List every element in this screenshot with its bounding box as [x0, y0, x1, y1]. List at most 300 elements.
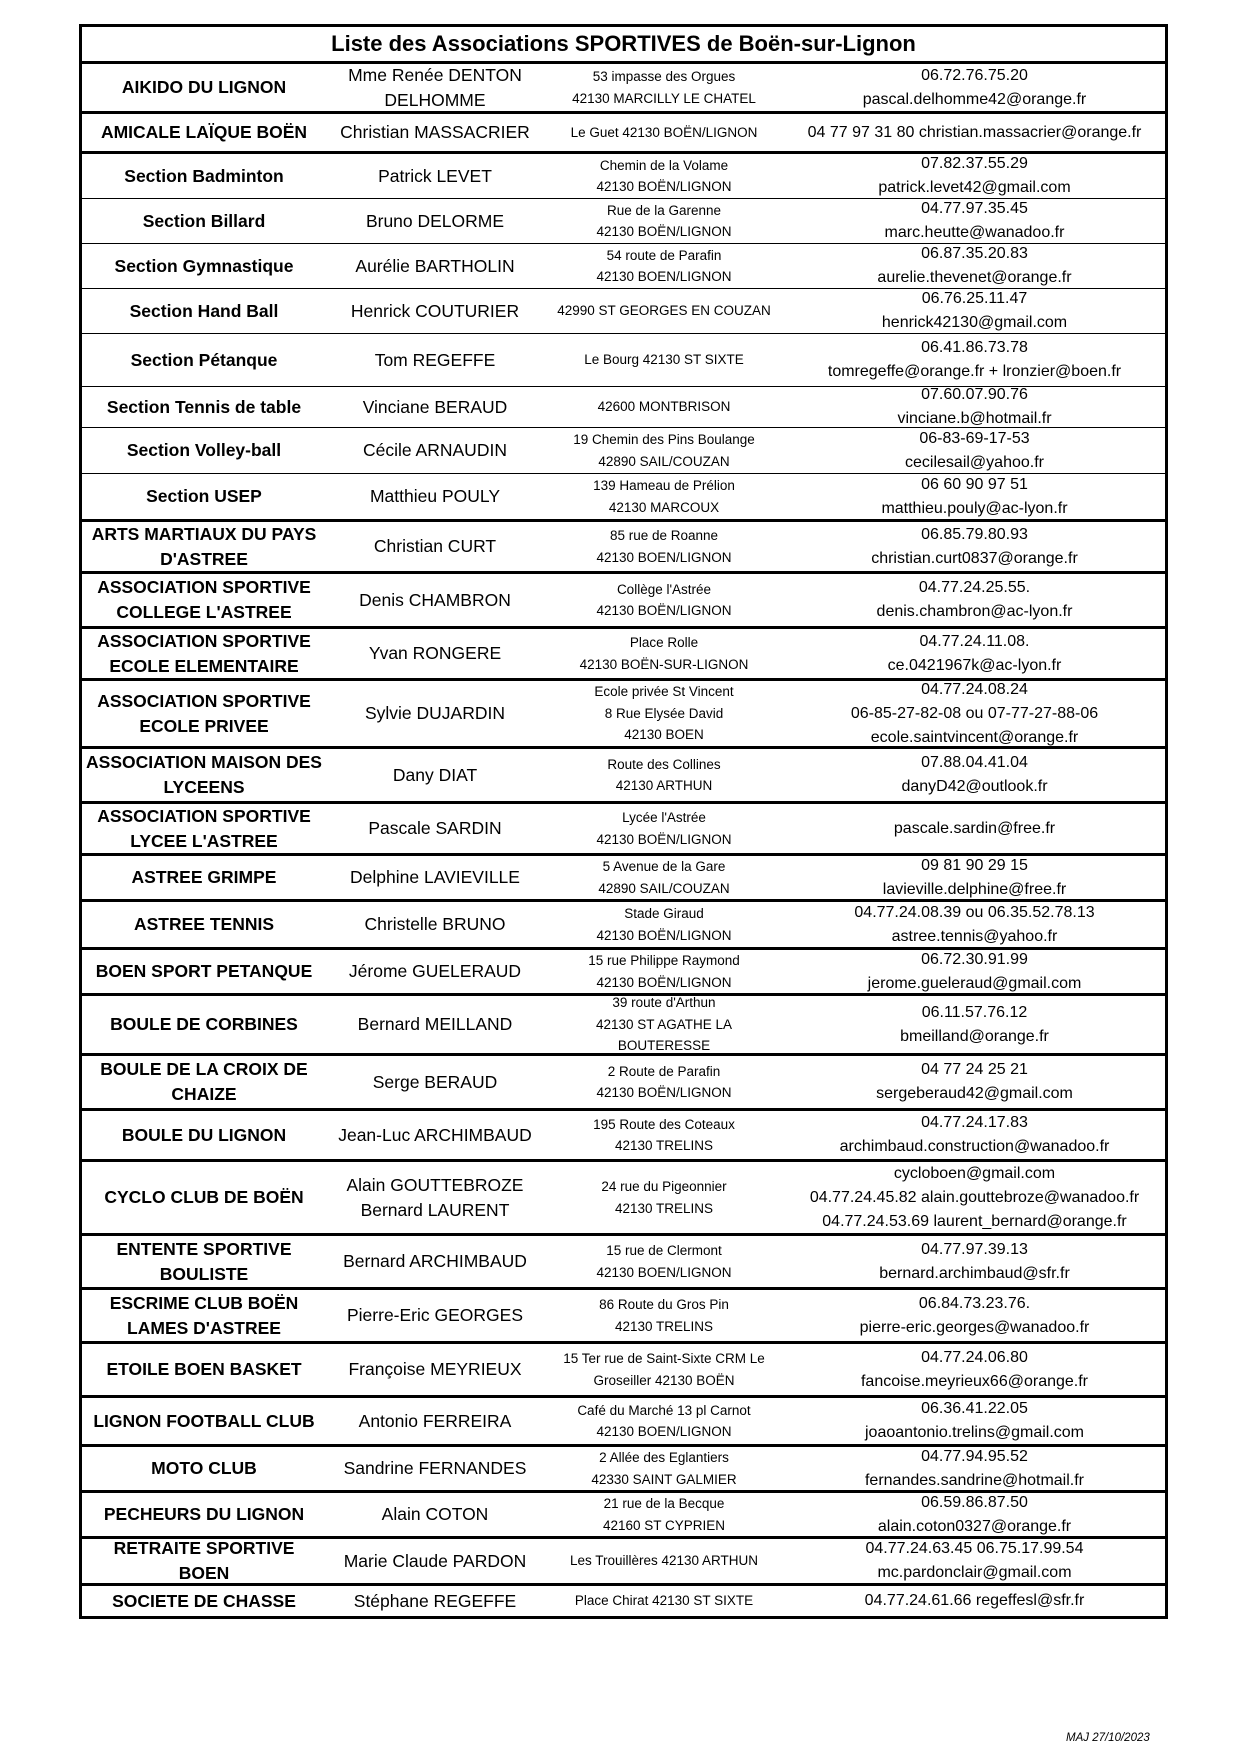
- president-name-cell: [326, 1447, 544, 1490]
- address-line: 42890 SAIL/COUZAN: [598, 453, 730, 469]
- contact-line: 06.11.57.76.12: [921, 1003, 1028, 1021]
- address-line: Café du Marché 13 pl Carnot: [577, 1402, 751, 1418]
- president-name-line: DELHOMME: [384, 89, 486, 110]
- address-cell: [544, 1056, 784, 1108]
- address-line: 42130 BOËN/LIGNON: [596, 224, 732, 239]
- association-name-cell: [82, 1056, 326, 1108]
- president-name-line: Tom REGEFFE: [374, 349, 496, 370]
- contact-line: 04.77.24.61.66 regeffesl@sfr.fr: [864, 1592, 1085, 1609]
- address-line: 42130 ST AGATHE LA: [595, 1016, 733, 1032]
- address-cell: [544, 1111, 784, 1159]
- contact-line: cecilesail@yahoo.fr: [905, 453, 1044, 471]
- table-row: [82, 629, 1165, 681]
- contact-cell: [784, 681, 1165, 746]
- address-line: 15 rue de Clermont: [606, 1243, 722, 1258]
- association-name-cell: [82, 681, 326, 746]
- address-line: 42130 BOEN/LIGNON: [596, 1424, 732, 1439]
- association-name-line: ASSOCIATION SPORTIVE: [97, 630, 311, 651]
- address-cell: [544, 996, 784, 1053]
- president-name-line: Matthieu POULY: [369, 486, 500, 506]
- address-cell: [544, 387, 784, 427]
- address-cell: [544, 1447, 784, 1490]
- president-name-cell: [326, 804, 544, 853]
- table-row: [82, 950, 1165, 996]
- association-name-line: ETOILE BOEN BASKET: [106, 1359, 302, 1379]
- president-name-line: Françoise MEYRIEUX: [348, 1359, 522, 1379]
- contact-line: 06.72.30.91.99: [921, 950, 1028, 968]
- president-name-cell: [326, 996, 544, 1053]
- president-name-line: Bernard ARCHIMBAUD: [343, 1251, 527, 1271]
- contact-cell: [784, 1493, 1165, 1536]
- address-line: 42130 BOËN/LIGNON: [596, 831, 732, 847]
- contact-line: alain.coton0327@orange.fr: [877, 1517, 1072, 1535]
- address-line: 2 Allée des Eglantiers: [599, 1450, 729, 1465]
- association-name-line: Section Pétanque: [130, 349, 278, 370]
- association-name-cell: [82, 1398, 326, 1444]
- table-row: [82, 289, 1165, 334]
- association-name-line: AMICALE LAÏQUE BOËN: [100, 122, 308, 142]
- association-name-cell: [82, 428, 326, 473]
- address-cell: [544, 1586, 784, 1616]
- contact-cell: [784, 428, 1165, 473]
- contact-cell: [784, 856, 1165, 899]
- contact-line: denis.chambron@ac-lyon.fr: [876, 603, 1073, 620]
- president-name-cell: [326, 474, 544, 519]
- contact-cell: [784, 522, 1165, 571]
- address-cell: [544, 522, 784, 571]
- association-name-line: COLLEGE L'ASTREE: [116, 602, 292, 622]
- contact-cell: [784, 387, 1165, 427]
- address-cell: [544, 1398, 784, 1444]
- address-line: 42160 ST CYPRIEN: [602, 1517, 726, 1533]
- address-line: 42130 TRELINS: [614, 1318, 714, 1334]
- association-name-line: MOTO CLUB: [151, 1458, 257, 1478]
- contact-line: bernard.archimbaud@sfr.fr: [879, 1264, 1070, 1282]
- associations-table: [79, 24, 1168, 1619]
- contact-line: 04.77.24.11.08.: [919, 632, 1030, 650]
- contact-line: 06 60 90 97 51: [921, 475, 1028, 493]
- address-line: 42130 TRELINS: [614, 1138, 714, 1153]
- president-name-line: Bernard LAURENT: [360, 1199, 510, 1220]
- update-date: MAJ 27/10/2023: [1066, 1732, 1150, 1744]
- association-name-line: CHAIZE: [171, 1084, 237, 1104]
- address-line: Stade Giraud: [624, 906, 704, 921]
- association-name-cell: [82, 1290, 326, 1341]
- president-name-line: Alain COTON: [381, 1504, 489, 1524]
- table-row: [82, 1056, 1165, 1111]
- address-line: 85 rue de Roanne: [609, 528, 719, 543]
- president-name-cell: [326, 1111, 544, 1159]
- address-line: Le Bourg 42130 ST SIXTE: [584, 352, 744, 368]
- contact-line: henrick42130@gmail.com: [881, 314, 1068, 331]
- contact-line: vinciane.b@hotmail.fr: [897, 410, 1052, 427]
- association-name-line: Section Hand Ball: [129, 300, 279, 321]
- contact-cell: [784, 1236, 1165, 1287]
- contact-cell: [784, 1290, 1165, 1341]
- table-row: [82, 428, 1165, 474]
- president-name-cell: [326, 334, 544, 386]
- association-name-line: ASSOCIATION SPORTIVE: [97, 690, 311, 711]
- table-row: [82, 1493, 1165, 1539]
- association-name-line: BOULE DE CORBINES: [110, 1014, 298, 1034]
- contact-line: 04.77.24.25.55.: [918, 579, 1031, 596]
- address-line: 42130 BOËN/LIGNON: [596, 1085, 732, 1100]
- president-name-line: Mme Renée DENTON: [348, 64, 522, 85]
- president-name-line: Antonio FERREIRA: [358, 1410, 512, 1431]
- address-cell: [544, 950, 784, 993]
- address-line: Chemin de la Volame: [599, 157, 729, 173]
- contact-line: 06.76.25.11.47: [921, 290, 1028, 307]
- address-cell: [544, 629, 784, 678]
- president-name-cell: [326, 522, 544, 571]
- association-name-cell: [82, 244, 326, 288]
- president-name-cell: [326, 387, 544, 427]
- contact-cell: [784, 902, 1165, 947]
- association-name-line: Section Volley-ball: [126, 440, 282, 460]
- contact-cell: [784, 749, 1165, 801]
- contact-line: 04.77.24.17.83: [921, 1114, 1028, 1131]
- contact-cell: [784, 1398, 1165, 1444]
- association-name-cell: [82, 199, 326, 243]
- address-line: Place Rolle: [629, 635, 699, 650]
- address-line: Les Trouillères 42130 ARTHUN: [569, 1553, 759, 1569]
- association-name-cell: [82, 474, 326, 519]
- address-line: 39 route d'Arthun: [612, 996, 716, 1011]
- association-name-line: LYCEENS: [163, 777, 245, 797]
- association-name-cell: [82, 387, 326, 427]
- contact-cell: [784, 1344, 1165, 1395]
- address-line: Le Guet 42130 BOËN/LIGNON: [570, 124, 758, 140]
- address-cell: [544, 428, 784, 473]
- table-row: [82, 996, 1165, 1056]
- president-name-cell: [326, 199, 544, 243]
- contact-line: 06.85.79.80.93: [921, 525, 1028, 543]
- address-line: 8 Rue Elysée David: [604, 705, 724, 721]
- address-line: 24 rue du Pigeonnier: [601, 1179, 727, 1194]
- president-name-cell: [326, 1236, 544, 1287]
- table-row: [82, 1162, 1165, 1236]
- address-line: 42130 BOEN: [624, 727, 704, 743]
- contact-line: 07.60.07.90.76: [921, 387, 1028, 403]
- address-line: 19 Chemin des Pins Boulange: [573, 432, 755, 447]
- table-row: [82, 522, 1165, 574]
- contact-line: bmeilland@orange.fr: [900, 1027, 1049, 1045]
- association-name-cell: [82, 574, 326, 626]
- table-row: [82, 199, 1165, 244]
- association-name-cell: [82, 1493, 326, 1536]
- association-name-cell: [82, 114, 326, 151]
- president-name-line: Jean-Luc ARCHIMBAUD: [338, 1124, 532, 1145]
- address-line: Ecole privée St Vincent: [594, 684, 734, 700]
- president-name-line: Yvan RONGERE: [368, 643, 502, 663]
- contact-cell: [784, 199, 1165, 243]
- address-cell: [544, 1236, 784, 1287]
- address-line: Place Chirat 42130 ST SIXTE: [574, 1593, 754, 1609]
- association-name-line: AIKIDO DU LIGNON: [121, 77, 287, 97]
- association-name-cell: [82, 950, 326, 993]
- contact-line: 04.77.24.63.45 06.75.17.99.54: [865, 1540, 1084, 1557]
- contact-line: 06.59.86.87.50: [921, 1493, 1028, 1511]
- contact-line: matthieu.pouly@ac-lyon.fr: [881, 499, 1068, 517]
- association-name-line: ASTREE TENNIS: [133, 914, 275, 934]
- table-row: [82, 64, 1165, 114]
- contact-cell: [784, 474, 1165, 519]
- contact-line: 04.77.97.39.13: [921, 1240, 1028, 1258]
- association-name-cell: [82, 1236, 326, 1287]
- association-name-cell: [82, 334, 326, 386]
- contact-line: sergeberaud42@gmail.com: [876, 1085, 1073, 1102]
- address-cell: [544, 1493, 784, 1536]
- association-name-cell: [82, 1447, 326, 1490]
- president-name-cell: [326, 681, 544, 746]
- association-name-cell: [82, 289, 326, 333]
- address-line: 42330 SAINT GALMIER: [591, 1471, 737, 1487]
- president-name-line: Delphine LAVIEVILLE: [350, 867, 520, 887]
- contact-cell: [784, 1539, 1165, 1583]
- address-line: 42130 BOEN/LIGNON: [596, 269, 732, 284]
- president-name-cell: [326, 1344, 544, 1395]
- president-name-cell: [326, 856, 544, 899]
- association-name-line: ASSOCIATION SPORTIVE: [97, 577, 311, 597]
- address-line: Collège l'Astrée: [616, 581, 712, 597]
- association-name-cell: [82, 154, 326, 198]
- president-name-line: Dany DIAT: [392, 764, 478, 785]
- association-name-line: BOULISTE: [159, 1263, 249, 1284]
- association-name-cell: [82, 522, 326, 571]
- address-line: 42130 MARCOUX: [608, 499, 720, 515]
- table-row: [82, 474, 1165, 522]
- address-cell: [544, 1162, 784, 1233]
- president-name-line: Sandrine FERNANDES: [343, 1458, 527, 1478]
- table-title: Liste des Associations SPORTIVES de Boën-sur-Lignon: [82, 27, 1165, 64]
- table-row: [82, 1447, 1165, 1493]
- association-name-line: CYCLO CLUB DE BOËN: [104, 1187, 304, 1207]
- address-line: 5 Avenue de la Gare: [602, 859, 726, 874]
- table-row: [82, 574, 1165, 629]
- table-row: [82, 1290, 1165, 1344]
- address-cell: [544, 289, 784, 333]
- association-name-cell: [82, 1539, 326, 1583]
- contact-line: pascale.sardin@free.fr: [893, 819, 1056, 837]
- address-line: 21 rue de la Becque: [603, 1496, 725, 1511]
- address-cell: [544, 1539, 784, 1583]
- contact-line: 06.36.41.22.05: [921, 1400, 1028, 1417]
- address-line: 42130 BOEN/LIGNON: [596, 549, 732, 565]
- contact-line: christian.curt0837@orange.fr: [871, 549, 1078, 567]
- contact-line: 04 77 97 31 80 christian.massacrier@orange.fr: [807, 123, 1142, 141]
- address-line: 42130 BOËN/LIGNON: [596, 179, 732, 194]
- address-line: 42130 MARCILLY LE CHATEL: [572, 90, 756, 106]
- president-name-line: Alain GOUTTEBROZE: [346, 1174, 524, 1195]
- contact-line: mc.pardonclair@gmail.com: [877, 1564, 1072, 1581]
- president-name-line: Christian CURT: [373, 536, 497, 556]
- address-line: 53 impasse des Orgues: [592, 69, 736, 84]
- contact-line: 07.88.04.41.04: [921, 754, 1028, 771]
- association-name-cell: [82, 64, 326, 111]
- address-cell: [544, 334, 784, 386]
- president-name-line: Bruno DELORME: [365, 210, 505, 231]
- association-name-line: Section Gymnastique: [114, 255, 294, 276]
- association-name-line: ASSOCIATION SPORTIVE: [97, 805, 311, 826]
- contact-cell: [784, 1162, 1165, 1233]
- address-line: 42600 MONTBRISON: [597, 399, 731, 415]
- address-line: 2 Route de Parafin: [607, 1063, 721, 1079]
- contact-line: 07.82.37.55.29: [921, 155, 1028, 172]
- contact-line: fancoise.meyrieux66@orange.fr: [860, 1372, 1089, 1390]
- association-name-cell: [82, 1586, 326, 1616]
- contact-line: joaoantonio.trelins@gmail.com: [864, 1424, 1084, 1441]
- table-row: [82, 1398, 1165, 1447]
- contact-line: cycloboen@gmail.com: [893, 1164, 1056, 1182]
- address-line: Rue de la Garenne: [606, 202, 722, 218]
- address-line: 195 Route des Coteaux: [593, 1116, 735, 1132]
- president-name-cell: [326, 749, 544, 801]
- address-line: 139 Hameau de Prélion: [593, 478, 735, 493]
- contact-line: ce.0421967k@ac-lyon.fr: [887, 656, 1062, 674]
- address-line: 42130 TRELINS: [614, 1200, 714, 1216]
- address-line: 42130 BOËN-SUR-LIGNON: [579, 656, 749, 672]
- president-name-cell: [326, 574, 544, 626]
- address-line: 42130 BOËN/LIGNON: [596, 603, 732, 618]
- address-line: 15 rue Philippe Raymond: [588, 953, 740, 968]
- contact-line: pierre-eric.georges@wanadoo.fr: [859, 1318, 1090, 1336]
- president-name-cell: [326, 64, 544, 111]
- president-name-line: Serge BERAUD: [372, 1071, 498, 1092]
- table-row: [82, 1344, 1165, 1398]
- table-row: [82, 902, 1165, 950]
- table-row: [82, 681, 1165, 749]
- address-cell: [544, 804, 784, 853]
- address-line: 42130 BOËN/LIGNON: [596, 927, 732, 943]
- president-name-cell: [326, 244, 544, 288]
- contact-line: aurelie.thevenet@orange.fr: [877, 269, 1072, 286]
- contact-line: 06.41.86.73.78: [921, 339, 1028, 356]
- address-cell: [544, 902, 784, 947]
- address-cell: [544, 681, 784, 746]
- president-name-cell: [326, 1539, 544, 1583]
- contact-cell: [784, 1056, 1165, 1108]
- president-name-line: Stéphane REGEFFE: [353, 1590, 517, 1611]
- contact-line: marc.heutte@wanadoo.fr: [884, 224, 1065, 241]
- contact-cell: [784, 950, 1165, 993]
- contact-line: danyD42@outlook.fr: [901, 778, 1048, 795]
- president-name-cell: [326, 428, 544, 473]
- contact-line: fernandes.sandrine@hotmail.fr: [864, 1471, 1085, 1489]
- contact-line: 06-83-69-17-53: [919, 429, 1030, 447]
- table-row: [82, 856, 1165, 902]
- association-name-line: LAMES D'ASTREE: [127, 1317, 281, 1338]
- association-name-line: ENTENTE SPORTIVE: [116, 1238, 292, 1259]
- table-row: [82, 1586, 1165, 1619]
- table-row: [82, 1236, 1165, 1290]
- association-name-line: BOEN SPORT PETANQUE: [95, 961, 313, 981]
- contact-line: jerome.gueleraud@gmail.com: [867, 974, 1082, 992]
- address-cell: [544, 1290, 784, 1341]
- president-name-line: Vinciane BERAUD: [362, 396, 508, 417]
- president-name-cell: [326, 1398, 544, 1444]
- contact-cell: [784, 289, 1165, 333]
- association-name-line: LYCEE L'ASTREE: [130, 830, 278, 851]
- association-name-line: Section USEP: [146, 486, 262, 506]
- association-name-cell: [82, 1162, 326, 1233]
- table-row: [82, 114, 1165, 154]
- association-name-cell: [82, 1344, 326, 1395]
- association-name-line: ECOLE ELEMENTAIRE: [109, 655, 299, 676]
- address-line: Lycée l'Astrée: [622, 810, 706, 825]
- contact-cell: [784, 334, 1165, 386]
- president-name-line: Pierre-Eric GEORGES: [347, 1305, 523, 1325]
- address-cell: [544, 474, 784, 519]
- association-name-line: Section Billard: [142, 210, 266, 231]
- association-name-cell: [82, 902, 326, 947]
- president-name-line: Patrick LEVET: [378, 165, 492, 186]
- address-line: 42990 ST GEORGES EN COUZAN: [557, 303, 771, 319]
- contact-cell: [784, 154, 1165, 198]
- president-name-line: Bernard MEILLAND: [357, 1014, 513, 1034]
- contact-cell: [784, 1111, 1165, 1159]
- association-name-cell: [82, 996, 326, 1053]
- president-name-line: Henrick COUTURIER: [350, 300, 520, 321]
- table-row: [82, 387, 1165, 428]
- association-name-line: BOULE DE LA CROIX DE: [100, 1059, 308, 1079]
- president-name-cell: [326, 902, 544, 947]
- association-name-line: ASTREE GRIMPE: [131, 867, 277, 887]
- contact-line: 04.77.24.08.24: [921, 681, 1028, 698]
- president-name-cell: [326, 1290, 544, 1341]
- table-row: [82, 334, 1165, 387]
- association-name-line: ECOLE PRIVEE: [139, 715, 269, 736]
- contact-line: lavieville.delphine@free.fr: [882, 880, 1067, 898]
- president-name-cell: [326, 289, 544, 333]
- association-name-cell: [82, 1111, 326, 1159]
- address-line: 54 route de Parafin: [606, 247, 722, 263]
- address-line: BOUTERESSE: [617, 1038, 711, 1053]
- contact-cell: [784, 1447, 1165, 1490]
- table-row: [82, 1111, 1165, 1162]
- address-cell: [544, 199, 784, 243]
- address-line: Route des Collines: [607, 756, 721, 772]
- association-name-cell: [82, 749, 326, 801]
- contact-line: 06-85-27-82-08 ou 07-77-27-88-06: [850, 704, 1099, 722]
- association-name-line: BOULE DU LIGNON: [121, 1124, 287, 1145]
- president-name-line: Marie Claude PARDON: [343, 1550, 527, 1571]
- address-cell: [544, 749, 784, 801]
- association-name-cell: [82, 804, 326, 853]
- contact-line: 09 81 90 29 15: [921, 856, 1028, 874]
- address-line: 42130 BOEN/LIGNON: [596, 1264, 732, 1280]
- address-line: 42130 BOËN/LIGNON: [596, 974, 732, 990]
- contact-cell: [784, 629, 1165, 678]
- address-line: 42890 SAIL/COUZAN: [598, 880, 730, 896]
- president-name-line: Jérome GUELERAUD: [348, 961, 522, 981]
- contact-line: tomregeffe@orange.fr + lronzier@boen.fr: [827, 363, 1122, 380]
- association-name-line: Section Badminton: [124, 165, 284, 186]
- address-cell: [544, 574, 784, 626]
- association-name-line: RETRAITE SPORTIVE BOEN: [113, 1539, 295, 1583]
- address-line: 15 Ter rue de Saint-Sixte CRM Le: [563, 1351, 765, 1366]
- contact-line: 04.77.24.06.80: [921, 1348, 1028, 1366]
- address-line: Groseiller 42130 BOËN: [593, 1372, 735, 1388]
- president-name-cell: [326, 629, 544, 678]
- contact-line: ecole.saintvincent@orange.fr: [870, 728, 1079, 746]
- president-name-line: Christelle BRUNO: [364, 914, 506, 934]
- contact-line: 04.77.94.95.52: [921, 1447, 1028, 1465]
- address-cell: [544, 1344, 784, 1395]
- president-name-cell: [326, 1586, 544, 1616]
- association-name-cell: [82, 856, 326, 899]
- president-name-cell: [326, 950, 544, 993]
- contact-line: 04.77.24.08.39 ou 06.35.52.78.13: [854, 903, 1095, 921]
